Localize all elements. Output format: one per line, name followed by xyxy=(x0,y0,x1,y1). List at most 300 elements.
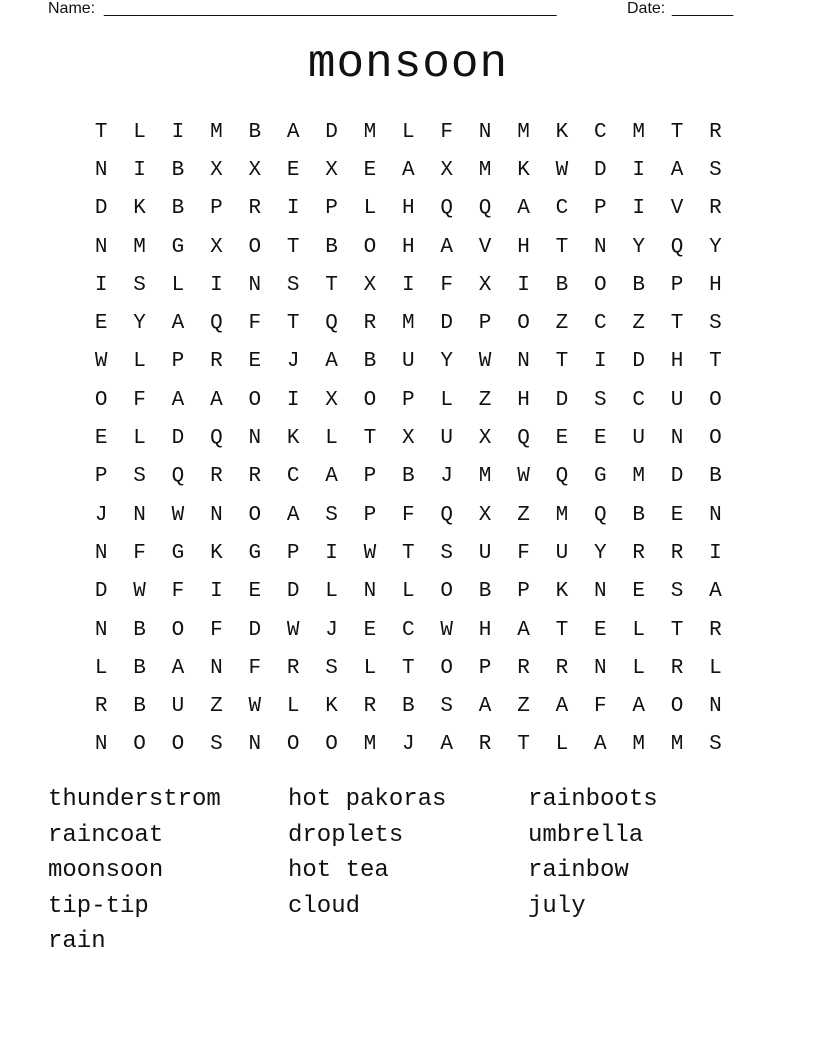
grid-letter: L xyxy=(555,733,569,757)
grid-letter: A xyxy=(632,695,645,719)
grid-letter: M xyxy=(133,235,146,259)
grid-letter: S xyxy=(670,580,684,604)
word-list-item: hot pakoras xyxy=(288,786,447,813)
header xyxy=(0,0,816,20)
grid-letter: R xyxy=(210,350,223,374)
grid-letter: A xyxy=(286,503,300,527)
grid-letter: H xyxy=(709,273,722,297)
grid-letter: F xyxy=(593,695,607,719)
grid-letter: X xyxy=(440,158,454,182)
grid-letter: D xyxy=(286,580,300,604)
grid-letter: L xyxy=(286,695,300,719)
grid-letter: D xyxy=(325,120,338,144)
grid-letter: T xyxy=(555,618,569,642)
grid-letter: N xyxy=(248,427,262,451)
grid-letter: U xyxy=(670,388,684,412)
grid-letter: N xyxy=(517,350,530,374)
grid-letter: P xyxy=(670,273,684,297)
grid-letter: H xyxy=(402,197,415,221)
grid-letter: T xyxy=(286,312,300,336)
grid-letter: Y xyxy=(632,235,645,259)
grid-letter: K xyxy=(555,120,569,144)
grid-letter: B xyxy=(133,618,146,642)
grid-letter: X xyxy=(248,158,262,182)
grid-letter: P xyxy=(325,197,338,221)
grid-letter: E xyxy=(632,580,645,604)
grid-letter: P xyxy=(286,541,300,565)
grid-letter: U xyxy=(171,695,185,719)
grid-letter: X xyxy=(325,388,338,412)
grid-letter: S xyxy=(593,388,607,412)
grid-letter: R xyxy=(670,656,684,680)
grid-letter: M xyxy=(517,120,530,144)
grid-letter: B xyxy=(478,580,492,604)
grid-letter: P xyxy=(478,312,492,336)
grid-letter: A xyxy=(670,158,684,182)
grid-letter: O xyxy=(171,618,185,642)
grid-letter: A xyxy=(709,580,722,604)
grid-letter: I xyxy=(325,541,338,565)
grid-letter: F xyxy=(517,541,530,565)
grid-letter: O xyxy=(440,580,454,604)
grid-letter: A xyxy=(593,733,607,757)
grid-letter: I xyxy=(709,541,722,565)
grid-letter: I xyxy=(632,197,645,221)
grid-letter: H xyxy=(478,618,492,642)
grid-letter: E xyxy=(593,618,607,642)
grid-letter: D xyxy=(248,618,262,642)
name-label: Name: xyxy=(48,0,96,17)
grid-letter: E xyxy=(555,427,569,451)
grid-letter: H xyxy=(670,350,684,374)
grid-letter: U xyxy=(440,427,454,451)
grid-letter: L xyxy=(325,580,338,604)
grid-letter: C xyxy=(555,197,569,221)
grid-letter: U xyxy=(402,350,415,374)
grid-letter: O xyxy=(248,235,262,259)
grid-letter: K xyxy=(286,427,300,451)
grid-letter: Q xyxy=(210,312,223,336)
grid-letter: P xyxy=(94,465,108,489)
grid-letter: N xyxy=(709,503,722,527)
grid-letter: N xyxy=(94,733,108,757)
grid-letter: R xyxy=(363,695,377,719)
grid-letter: F xyxy=(248,656,262,680)
grid-letter: Q xyxy=(555,465,569,489)
grid-letter: O xyxy=(517,312,530,336)
grid-letter: T xyxy=(517,733,530,757)
grid-letter: R xyxy=(709,197,722,221)
grid-letter: V xyxy=(478,235,492,259)
grid-letter: N xyxy=(94,235,108,259)
grid-letter: A xyxy=(478,695,492,719)
grid-letter: L xyxy=(402,120,415,144)
grid-letter: Q xyxy=(593,503,607,527)
grid-letter: B xyxy=(709,465,722,489)
grid-letter: P xyxy=(478,656,492,680)
grid-letter: E xyxy=(286,158,300,182)
grid-letter: Q xyxy=(325,312,338,336)
grid-letter: N xyxy=(593,656,607,680)
word-list-item: july xyxy=(528,892,586,920)
grid-letter: T xyxy=(555,350,569,374)
grid-letter: Q xyxy=(210,427,223,451)
grid-letter: M xyxy=(363,733,377,757)
grid-letter: G xyxy=(171,235,185,259)
grid-letter: L xyxy=(632,656,645,680)
grid-letter: M xyxy=(478,465,492,489)
date-label: Date: xyxy=(627,0,666,17)
grid-letter: Z xyxy=(632,312,645,336)
grid-letter: W xyxy=(171,503,185,527)
grid-letter: T xyxy=(709,350,722,374)
grid-letter: S xyxy=(440,541,454,565)
grid-letter: I xyxy=(133,158,146,182)
grid-letter: O xyxy=(248,503,262,527)
grid-letter: L xyxy=(325,427,338,451)
word-list-item: thunderstrom xyxy=(48,786,221,813)
grid-letter: A xyxy=(210,388,223,412)
grid-letter: W xyxy=(517,465,530,489)
grid-letter: L xyxy=(133,120,146,144)
grid-letter: O xyxy=(593,273,607,297)
grid-letter: I xyxy=(517,273,530,297)
grid-letter: Q xyxy=(171,465,185,489)
grid-letter: B xyxy=(363,350,377,374)
grid-letter: L xyxy=(363,197,377,221)
grid-letter: E xyxy=(248,350,262,374)
grid-letter: N xyxy=(248,733,262,757)
grid-letter: R xyxy=(670,541,684,565)
grid-letter: L xyxy=(632,618,645,642)
grid-letter: X xyxy=(210,235,223,259)
grid-letter: C xyxy=(402,618,415,642)
grid-letter: S xyxy=(210,733,223,757)
word-list-item: raincoat xyxy=(48,821,164,849)
grid-letter: D xyxy=(440,312,454,336)
grid-letter: T xyxy=(402,541,415,565)
grid-letter: Z xyxy=(210,695,223,719)
word-list xyxy=(48,782,768,960)
grid-letter: P xyxy=(363,503,377,527)
grid-letter: A xyxy=(555,695,569,719)
word-list-item: rainboots xyxy=(528,786,658,813)
grid-letter: Z xyxy=(478,388,492,412)
grid-letter: Y xyxy=(709,235,722,259)
grid-letter: R xyxy=(94,695,108,719)
grid-letter: L xyxy=(171,273,185,297)
grid-letter: I xyxy=(210,273,223,297)
grid-letter: R xyxy=(709,618,722,642)
word-list-item: rainbow xyxy=(528,857,629,884)
grid-letter: O xyxy=(94,388,108,412)
grid-letter: R xyxy=(478,733,492,757)
grid-letter: K xyxy=(133,197,146,221)
grid-letter: G xyxy=(248,541,262,565)
grid-letter: I xyxy=(286,197,300,221)
grid-letter: A xyxy=(171,388,185,412)
grid-letter: O xyxy=(286,733,300,757)
grid-letter: E xyxy=(593,427,607,451)
grid-letter: R xyxy=(248,197,262,221)
grid-letter: T xyxy=(555,235,569,259)
word-list-item: hot tea xyxy=(288,857,389,884)
grid-letter: V xyxy=(670,197,684,221)
word-list-item: cloud xyxy=(288,892,361,920)
grid-letter: N xyxy=(210,503,223,527)
grid-letter: X xyxy=(210,158,223,182)
grid-letter: B xyxy=(402,695,415,719)
grid-letter: N xyxy=(363,580,377,604)
grid-letter: A xyxy=(402,158,415,182)
grid-letter: O xyxy=(709,388,722,412)
grid-letter: B xyxy=(555,273,569,297)
grid-letter: Y xyxy=(440,350,454,374)
grid-letter: R xyxy=(248,465,262,489)
grid-letter: F xyxy=(210,618,223,642)
grid-letter: F xyxy=(440,120,454,144)
grid-letter: X xyxy=(402,427,415,451)
grid-letter: G xyxy=(171,541,185,565)
grid-letter: Q xyxy=(440,503,454,527)
grid-letter: X xyxy=(325,158,338,182)
grid-letter: D xyxy=(555,388,569,412)
grid-letter: O xyxy=(248,388,262,412)
grid-letter: W xyxy=(133,580,146,604)
grid-letter: E xyxy=(94,427,108,451)
word-list-item: moonsoon xyxy=(48,857,164,884)
grid-letter: N xyxy=(210,656,223,680)
grid-letter: U xyxy=(555,541,569,565)
grid-letter: J xyxy=(325,618,338,642)
grid-letter: Y xyxy=(593,541,607,565)
grid-letter: B xyxy=(133,695,146,719)
grid-letter: K xyxy=(555,580,569,604)
grid-letter: L xyxy=(94,656,108,680)
grid-letter: W xyxy=(286,618,300,642)
grid-letter: U xyxy=(632,427,645,451)
grid-letter: D xyxy=(632,350,645,374)
grid-letter: B xyxy=(325,235,338,259)
grid-letter: B xyxy=(133,656,146,680)
grid-letter: S xyxy=(440,695,454,719)
grid-letter: O xyxy=(363,235,377,259)
grid-letter: O xyxy=(440,656,454,680)
grid-letter: I xyxy=(94,273,108,297)
grid-letter: O xyxy=(171,733,185,757)
grid-letter: Z xyxy=(517,503,530,527)
grid-letter: M xyxy=(363,120,377,144)
grid-letter: N xyxy=(94,158,108,182)
grid-letter: T xyxy=(363,427,377,451)
grid-letter: T xyxy=(670,618,684,642)
grid-letter: N xyxy=(670,427,684,451)
grid-letter: E xyxy=(94,312,108,336)
word-list-item: droplets xyxy=(288,821,404,849)
grid-letter: Y xyxy=(133,312,146,336)
grid-letter: L xyxy=(133,427,146,451)
grid-letter: A xyxy=(440,733,454,757)
grid-letter: B xyxy=(171,158,185,182)
grid-letter: S xyxy=(325,503,338,527)
grid-letter: N xyxy=(593,580,607,604)
grid-letter: G xyxy=(593,465,607,489)
grid-letter: M xyxy=(632,733,645,757)
grid-letter: F xyxy=(133,541,146,565)
grid-letter: P xyxy=(402,388,415,412)
grid-letter: M xyxy=(632,465,645,489)
grid-letter: W xyxy=(555,158,569,182)
word-list-item: tip-tip xyxy=(48,892,149,920)
grid-letter: N xyxy=(94,618,108,642)
grid-letter: L xyxy=(363,656,377,680)
grid-letter: W xyxy=(94,350,108,374)
grid-letter: B xyxy=(632,273,645,297)
grid-letter: A xyxy=(517,618,530,642)
grid-letter: C xyxy=(593,120,607,144)
grid-letter: K xyxy=(325,695,338,719)
grid-letter: D xyxy=(94,197,108,221)
grid-letter: B xyxy=(402,465,415,489)
grid-letter: L xyxy=(709,656,722,680)
grid-letter: T xyxy=(286,235,300,259)
grid-letter: L xyxy=(440,388,454,412)
grid-letter: O xyxy=(363,388,377,412)
grid-letter: R xyxy=(632,541,645,565)
grid-letter: S xyxy=(709,158,722,182)
grid-letter: P xyxy=(593,197,607,221)
grid-letter: D xyxy=(171,427,185,451)
grid-letter: A xyxy=(325,465,338,489)
grid-letter: L xyxy=(133,350,146,374)
grid-letter: C xyxy=(593,312,607,336)
grid-letter: E xyxy=(363,618,377,642)
grid-letter: J xyxy=(286,350,300,374)
grid-letter: R xyxy=(709,120,722,144)
grid-letter: A xyxy=(440,235,454,259)
grid-letter: F xyxy=(440,273,454,297)
grid-letter: W xyxy=(440,618,454,642)
grid-letter: W xyxy=(248,695,262,719)
grid-letter: R xyxy=(517,656,530,680)
grid-letter: A xyxy=(171,312,185,336)
grid-letter: R xyxy=(286,656,300,680)
grid-letter: N xyxy=(593,235,607,259)
grid-letter: M xyxy=(478,158,492,182)
word-list-item: rain xyxy=(48,928,106,955)
grid-letter: Q xyxy=(478,197,492,221)
grid-letter: X xyxy=(363,273,377,297)
grid-letter: H xyxy=(517,388,530,412)
grid-letter: M xyxy=(555,503,569,527)
grid-letter: A xyxy=(171,656,185,680)
grid-letter: X xyxy=(478,427,492,451)
grid-letter: T xyxy=(325,273,338,297)
grid-letter: T xyxy=(402,656,415,680)
grid-letter: I xyxy=(593,350,607,374)
grid-letter: Q xyxy=(440,197,454,221)
grid-letter: N xyxy=(709,695,722,719)
grid-letter: R xyxy=(210,465,223,489)
grid-letter: T xyxy=(94,120,108,144)
grid-letter: R xyxy=(363,312,377,336)
page-title: monsoon xyxy=(307,38,509,90)
grid-letter: P xyxy=(363,465,377,489)
grid-letter: A xyxy=(286,120,300,144)
grid-letter: W xyxy=(478,350,492,374)
grid-letter: Q xyxy=(670,235,684,259)
grid-letter: B xyxy=(248,120,262,144)
name-blank-line: ____________________________________________________ xyxy=(104,0,557,17)
grid-letter: F xyxy=(133,388,146,412)
grid-letter: F xyxy=(402,503,415,527)
grid-letter: O xyxy=(670,695,684,719)
grid-letter: F xyxy=(171,580,185,604)
grid-letter: C xyxy=(632,388,645,412)
grid-letter: W xyxy=(363,541,377,565)
grid-letter: K xyxy=(517,158,530,182)
grid-letter: E xyxy=(248,580,262,604)
grid-letter: M xyxy=(402,312,415,336)
grid-letter: X xyxy=(478,273,492,297)
grid-letter: I xyxy=(210,580,223,604)
grid-letter: A xyxy=(325,350,338,374)
grid-letter: Z xyxy=(555,312,569,336)
word-list-item: umbrella xyxy=(528,821,644,849)
grid-letter: Z xyxy=(517,695,530,719)
grid-letter: R xyxy=(555,656,569,680)
grid-letter: L xyxy=(402,580,415,604)
grid-letter: X xyxy=(478,503,492,527)
grid-letter: J xyxy=(440,465,454,489)
grid-letter: O xyxy=(133,733,146,757)
grid-letter: I xyxy=(632,158,645,182)
grid-letter: C xyxy=(286,465,300,489)
grid-letter: O xyxy=(325,733,338,757)
grid-letter: O xyxy=(709,427,722,451)
grid-letter: M xyxy=(210,120,223,144)
grid-letter: N xyxy=(478,120,492,144)
grid-letter: M xyxy=(632,120,645,144)
grid-letter: F xyxy=(248,312,262,336)
grid-letter: P xyxy=(210,197,223,221)
grid-letter: H xyxy=(517,235,530,259)
grid-letter: S xyxy=(709,312,722,336)
letter-grid xyxy=(82,113,735,764)
grid-letter: U xyxy=(478,541,492,565)
grid-letter: P xyxy=(171,350,185,374)
grid-letter: S xyxy=(286,273,300,297)
grid-letter: H xyxy=(402,235,415,259)
grid-letter: I xyxy=(171,120,185,144)
grid-letter: S xyxy=(133,273,146,297)
grid-letter: E xyxy=(670,503,684,527)
grid-letter: I xyxy=(402,273,415,297)
grid-letter: N xyxy=(133,503,146,527)
grid-letter: D xyxy=(593,158,607,182)
grid-letter: S xyxy=(709,733,722,757)
grid-letter: T xyxy=(670,312,684,336)
grid-letter: D xyxy=(670,465,684,489)
grid-letter: J xyxy=(402,733,415,757)
grid-letter: N xyxy=(94,541,108,565)
date-blank-line: _______ xyxy=(672,0,733,17)
grid-letter: J xyxy=(94,503,108,527)
grid-letter: I xyxy=(286,388,300,412)
grid-letter: S xyxy=(325,656,338,680)
grid-letter: P xyxy=(517,580,530,604)
grid-letter: T xyxy=(670,120,684,144)
